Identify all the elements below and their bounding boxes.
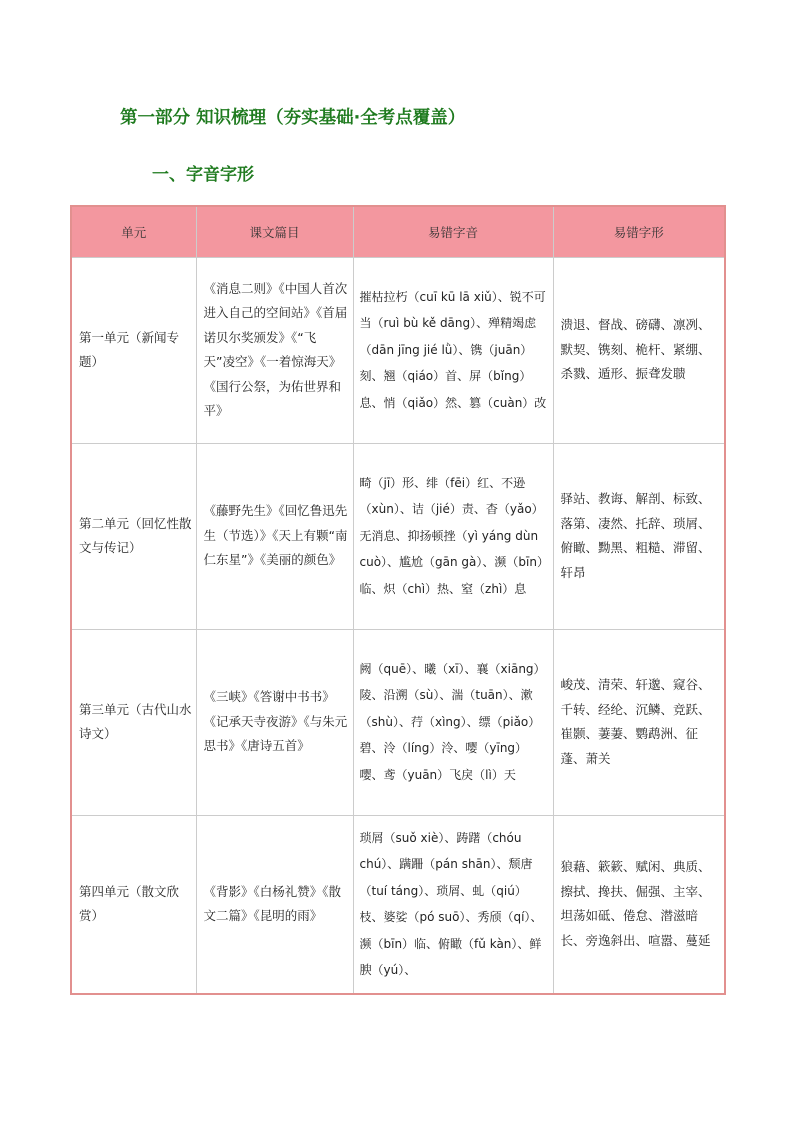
sounds-cell: 琐屑（suǒ xiè）、踌躇（chóu chú）、蹒跚（pán shān）、颓唐（tuí táng）、琐屑、虬（qiú）枝、婆娑（pó suō）、秀颀（qí）、濒（bīn）临、俯瞰（fǔ kàn）、鲜腴（yú）、: [353, 815, 553, 994]
lessons-cell: 《背影》《白杨礼赞》《散文二篇》《昆明的雨》: [196, 815, 353, 994]
column-header-lessons: 课文篇目: [196, 206, 353, 257]
chars-cell: 峻茂、清荣、轩邈、窥谷、千转、经纶、沉鳞、竞跃、崔颢、萋萋、鹦鹉洲、征蓬、萧关: [553, 629, 725, 815]
unit-cell: 第四单元（散文欣赏）: [71, 815, 196, 994]
chars-cell: 狼藉、簌簌、赋闲、典质、擦拭、搀扶、倔强、主宰、坦荡如砥、倦怠、潜滋暗长、旁逸斜出、喧嚣、蔓延: [553, 815, 725, 994]
sounds-cell: 摧枯拉朽（cuī kū lā xiǔ）、锐不可当（ruì bù kě dāng）、殚精竭虑（dān jīng jié lǜ）、镌（juān）刻、翘（qiáo）首、屏（bǐng）息、悄（qiǎo）然、篡（cuàn）改: [353, 257, 553, 443]
chars-cell: 驿站、教诲、解剖、标致、落第、凄然、托辞、琐屑、俯瞰、黝黑、粗糙、滞留、轩昂: [553, 443, 725, 629]
column-header-sounds: 易错字音: [353, 206, 553, 257]
vocabulary-table: [70, 205, 726, 995]
unit-cell: 第二单元（回忆性散文与传记）: [71, 443, 196, 629]
table-row: [71, 815, 725, 994]
table-row: [71, 257, 725, 443]
lessons-cell: 《消息二则》《中国人首次进入自己的空间站》《首届诺贝尔奖颁发》《“飞天”凌空》《一着惊海天》《国行公祭，为佑世界和平》: [196, 257, 353, 443]
column-header-unit: 单元: [71, 206, 196, 257]
table-row: [71, 443, 725, 629]
lessons-cell: 《三峡》《答谢中书书》《记承天寺夜游》《与朱元思书》《唐诗五首》: [196, 629, 353, 815]
table-header-row: [71, 206, 725, 257]
unit-cell: 第一单元（新闻专题）: [71, 257, 196, 443]
chars-cell: 溃退、督战、磅礴、凛冽、默契、镌刻、桅杆、紧绷、杀戮、遁形、振聋发聩: [553, 257, 725, 443]
table-row: [71, 629, 725, 815]
column-header-chars: 易错字形: [553, 206, 725, 257]
sounds-cell: 阙（quē）、曦（xī）、襄（xiāng）陵、沿溯（sù）、湍（tuān）、漱（shù）、荇（xìng）、缥（piǎo）碧、泠（líng）泠、嘤（yīng）嘤、鸢（yuān）飞戾（lì）天: [353, 629, 553, 815]
sounds-cell: 畸（jī）形、绯（fēi）红、不逊（xùn）、诘（jié）责、杳（yǎo）无消息、抑扬顿挫（yì yáng dùn cuò）、尴尬（gān gà）、濒（bīn）临、炽（chì）热、窒（zhì）息: [353, 443, 553, 629]
section-title: 第一部分 知识梳理（夯实基础·全考点覆盖）: [120, 108, 466, 128]
unit-cell: 第三单元（古代山水诗文）: [71, 629, 196, 815]
lessons-cell: 《藤野先生》《回忆鲁迅先生（节选）》《天上有颗“南仁东星”》《美丽的颜色》: [196, 443, 353, 629]
subsection-title: 一、字音字形: [152, 165, 254, 185]
